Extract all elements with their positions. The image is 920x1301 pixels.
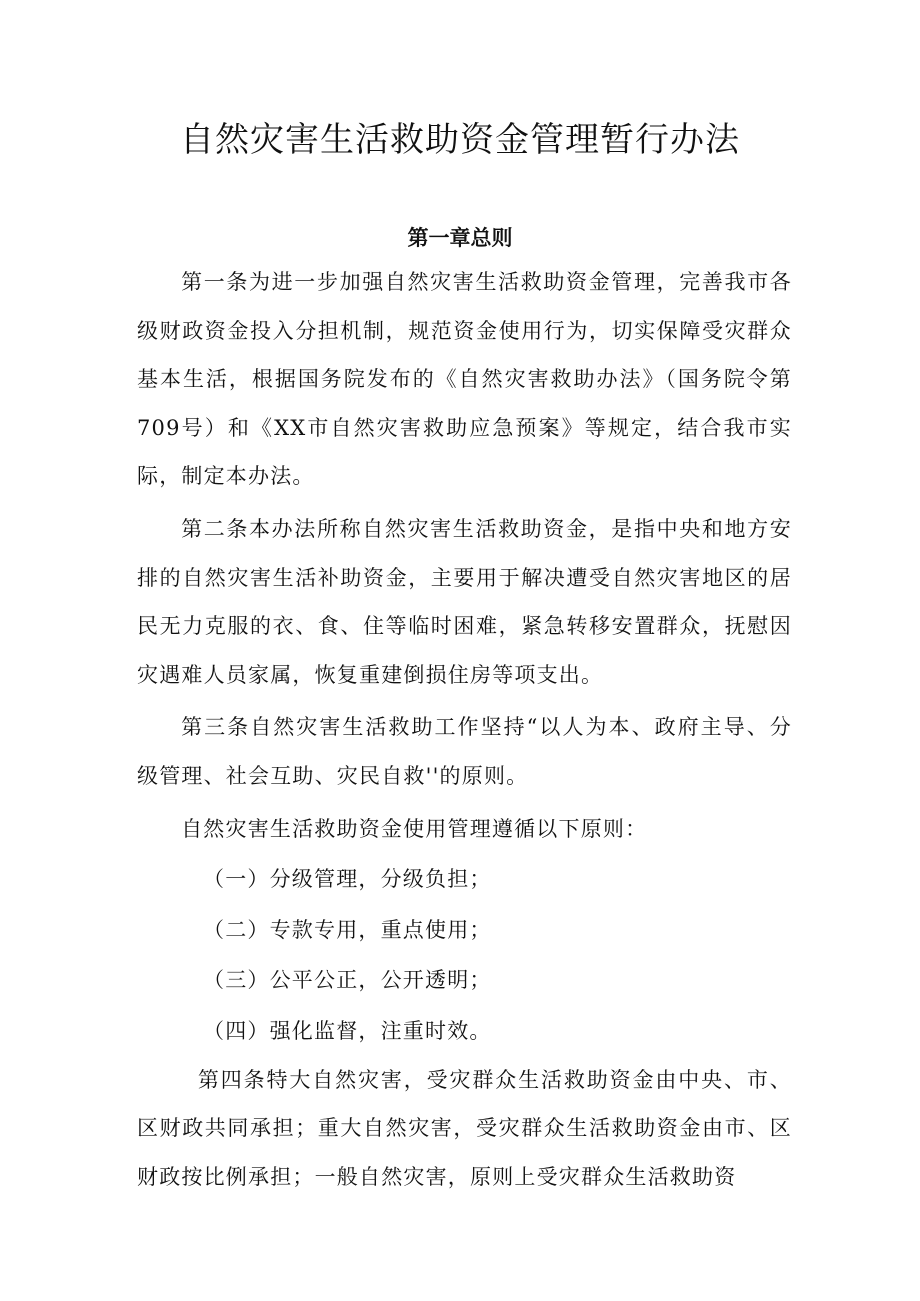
principle-item: （三）公平公正，公开透明； xyxy=(203,968,492,993)
article-4-paragraph: 第四条特大自然灾害，受灾群众生活救助资金由中央、市、区财政共同承担；重大自然灾害，受灾群众生活救助资金由市、区财政按比例承担；一般自然灾害，原则上受灾群众生活救助资 xyxy=(137,1067,792,1189)
document-title: 自然灾害生活救助资金管理暂行办法 xyxy=(180,120,740,160)
principles-intro: 自然灾害生活救助资金使用管理遵循以下原则： xyxy=(181,816,648,841)
principle-item: （四）强化监督，注重时效。 xyxy=(203,1018,492,1043)
principle-item: （一）分级管理，分级负担； xyxy=(203,867,492,892)
principle-item: （二）专款专用，重点使用； xyxy=(203,917,492,942)
article-2-paragraph: 第二条本办法所称自然灾害生活救助资金，是指中央和地方安排的自然灾害生活补助资金，主要用于解决遭受自然灾害地区的居民无力克服的衣、食、住等临时困难，紧急转移安置群众，抚慰因灾遇难人员家属，恢复重建倒损住房等项支出。 xyxy=(137,516,792,687)
document-body xyxy=(137,258,792,1201)
article-1-paragraph: 第一条为进一步加强自然灾害生活救助资金管理，完善我市各级财政资金投入分担机制，规范资金使用行为，切实保障受灾群众基本生活，根据国务院发布的《自然灾害救助办法》（国务院令第709号）和《XX市自然灾害救助应急预案》等规定，结合我市实际，制定本办法。 xyxy=(137,270,792,489)
article-3-paragraph: 第三条自然灾害生活救助工作坚持“以人为本、政府主导、分级管理、社会互助、灾民自救''的原则。 xyxy=(137,715,792,788)
chapter-heading: 第一章总则 xyxy=(407,226,513,250)
